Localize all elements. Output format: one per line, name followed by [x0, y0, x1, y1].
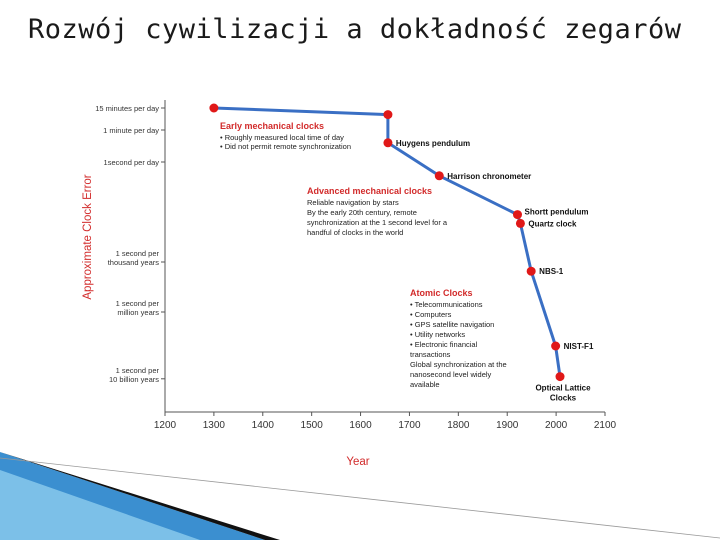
annotation-line: handful of clocks in the world	[307, 228, 404, 237]
x-axis-label: Year	[346, 456, 370, 468]
x-tick-label: 1400	[251, 420, 274, 431]
annotation-line: available	[410, 380, 440, 389]
annotation-line: synchronization at the 1 second level for a	[307, 218, 448, 227]
slide-title: Rozwój cywilizacji a dokładność zegarów	[28, 14, 682, 45]
annotation-line: • GPS satellite navigation	[410, 320, 495, 329]
annotation-line: • Utility networks	[410, 330, 466, 339]
annotation-line: Global synchronization at the	[410, 360, 507, 369]
annotation-title: Early mechanical clocks	[220, 121, 325, 131]
annotation-line: Reliable navigation by stars	[307, 198, 399, 207]
annotation-line: • Telecommunications	[410, 300, 483, 309]
x-tick-label: 1800	[447, 420, 470, 431]
annotation-line: • Did not permit remote synchronization	[220, 142, 352, 151]
point-label: Shortt pendulum	[524, 207, 589, 217]
x-tick-label: 2000	[544, 420, 568, 431]
annotation-title: Atomic Clocks	[410, 288, 473, 298]
y-tick-label: 15 minutes per day	[95, 104, 159, 113]
annotation-title: Advanced mechanical clocks	[307, 186, 433, 196]
x-tick-label: 2100	[593, 420, 617, 431]
y-tick-label: 1second per day	[103, 158, 159, 167]
decor-light-wedge	[0, 470, 200, 540]
x-tick-label: 1900	[496, 420, 519, 431]
point-label: Optical Lattice Clocks	[535, 383, 591, 403]
y-axis-label: Approximate Clock Error	[82, 174, 94, 300]
x-tick-label: 1200	[153, 420, 177, 431]
annotation-line: • Electronic financial	[410, 340, 478, 349]
x-tick-label: 1600	[349, 420, 372, 431]
annotation-line: transactions	[410, 350, 451, 359]
x-tick-label: 1500	[300, 420, 323, 431]
annotation-line: • Roughly measured local time of day	[220, 133, 344, 142]
point-label: NIST-F1	[563, 342, 594, 351]
annotation-line: By the early 20th century, remote	[307, 208, 417, 217]
x-tick-label: 1700	[398, 420, 421, 431]
y-tick-label: 1 second per	[115, 299, 159, 308]
y-tick-label: 1 minute per day	[103, 126, 159, 135]
y-tick-label: 1 second per	[115, 365, 159, 375]
point-label: Harrison chronometer	[447, 171, 532, 181]
point-label: Quartz clock	[528, 219, 577, 229]
y-tick-label: 10 billion years	[108, 374, 159, 384]
point-label: NBS-1	[539, 267, 564, 277]
annotation-line: nanosecond level widely	[410, 370, 492, 379]
y-tick-label: thousand years	[107, 258, 159, 267]
y-tick-label: 1 second per	[115, 249, 159, 258]
y-tick-label: million years	[117, 308, 159, 317]
x-tick-label: 1300	[202, 420, 226, 431]
point-label: Huygens pendulum	[395, 138, 471, 148]
annotation-line: • Computers	[410, 310, 452, 319]
